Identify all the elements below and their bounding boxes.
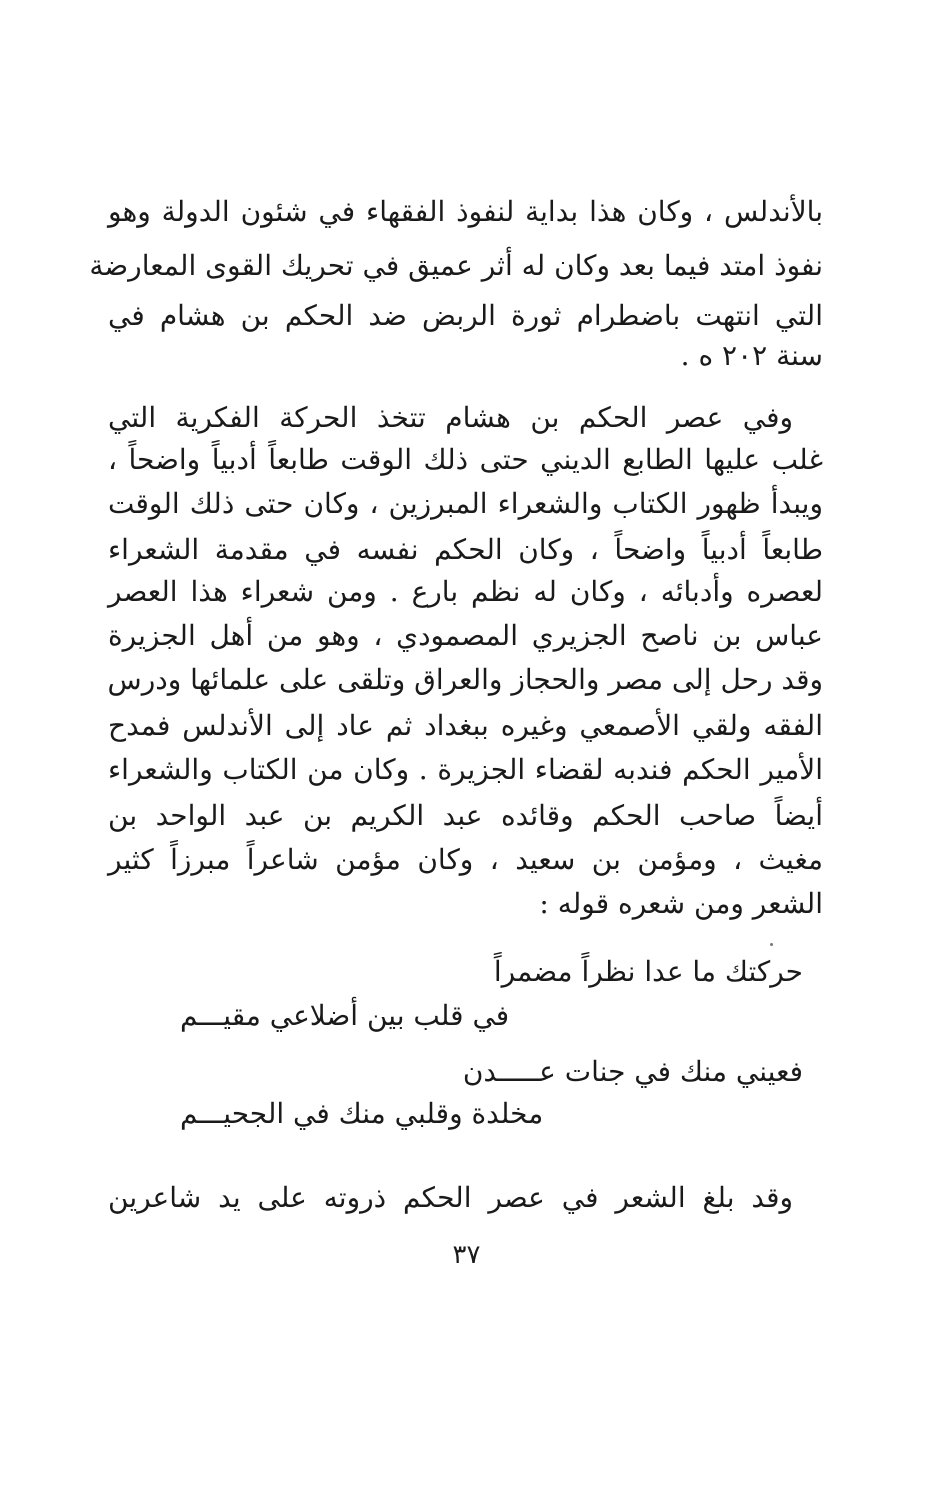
- paragraph1-line: التي انتهت باضطرام ثورة الربض ضد الحكم بن هشام في: [108, 299, 823, 332]
- poem-verse: في قلب بين أضلاعي مقيـــم: [180, 999, 510, 1032]
- poem-verse: مخلدة وقلبي منك في الجحيـــم: [180, 1097, 544, 1130]
- paragraph2-line: طابعاً أدبياً واضحاً ، وكان الحكم نفسه في مقدمة الشعراء: [108, 533, 823, 566]
- paragraph1-line: بالأندلس ، وكان هذا بداية لنفوذ الفقهاء في شئون الدولة وهو: [108, 195, 823, 228]
- paragraph2-line: لعصره وأدبائه ، وكان له نظم بارع . ومن شعراء هذا العصر: [108, 575, 823, 608]
- print-speck: [770, 943, 773, 946]
- page-number: ٣٧: [452, 1240, 481, 1270]
- paragraph2-line: أيضاً صاحب الحكم وقائده عبد الكريم بن عبد الواحد بن: [108, 799, 823, 832]
- paragraph2-line: عباس بن ناصح الجزيري المصمودي ، وهو من أهل الجزيرة: [108, 619, 823, 652]
- poem-verse: فعيني منك في جنات عـــــدن: [462, 1055, 803, 1088]
- paragraph2-line: الفقه ولقي الأصمعي وغيره ببغداد ثم عاد إلى الأندلس فمدح: [108, 709, 823, 742]
- paragraph2-line: ويبدأ ظهور الكتاب والشعراء المبرزين ، وكان حتى ذلك الوقت: [108, 487, 824, 520]
- paragraph1-line: نفوذ امتد فيما بعد وكان له أثر عميق في تحريك القوى المعارضة: [89, 249, 823, 282]
- paragraph2-line: وفي عصر الحكم بن هشام تتخذ الحركة الفكرية التي: [108, 401, 793, 434]
- paragraph2-line: مغيث ، ومؤمن بن سعيد ، وكان مؤمن شاعراً مبرزاً كثير: [108, 843, 823, 876]
- paragraph2-line: الأمير الحكم فندبه لقضاء الجزيرة . وكان من الكتاب والشعراء: [108, 753, 823, 786]
- paragraph2-line: وقد رحل إلى مصر والحجاز والعراق وتلقى على علمائها ودرس: [107, 663, 823, 696]
- paragraph2-line: غلب عليها الطابع الديني حتى ذلك الوقت طابعاً أدبياً واضحاً ،: [108, 443, 823, 476]
- paragraph3-line: وقد بلغ الشعر في عصر الحكم ذروته على يد شاعرين: [108, 1181, 794, 1214]
- paragraph2-line: الشعر ومن شعره قوله :: [539, 887, 823, 920]
- paragraph1-line: سنة ٢٠٢ ه .: [680, 339, 823, 372]
- poem-verse: حركتك ما عدا نظراً مضمراً: [493, 955, 803, 988]
